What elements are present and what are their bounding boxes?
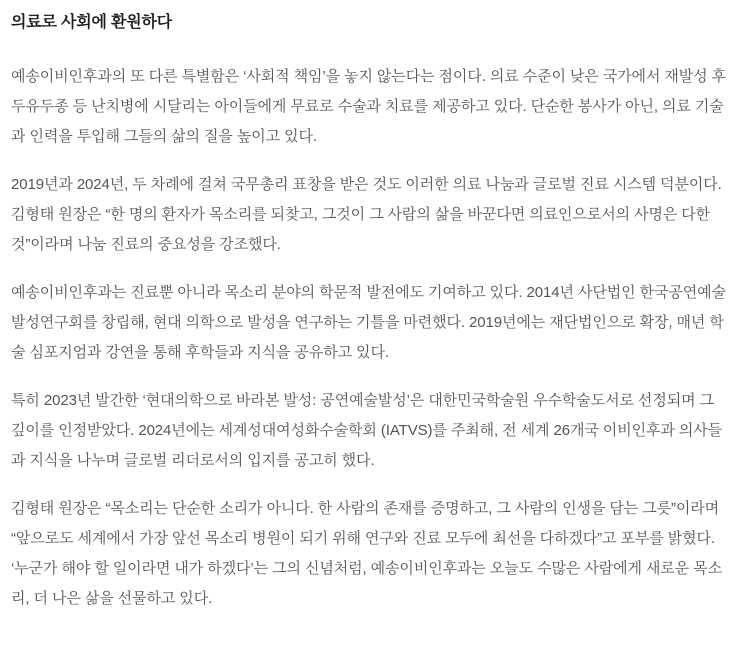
article-paragraph-5: 김형태 원장은 “목소리는 단순한 소리가 아니다. 한 사람의 존재를 증명하고, 그 사람의 인생을 담는 그릇”이라며 “앞으로도 세계에서 가장 앞선 목소리 병원이 되기 위해 연구와 진료 모두에 최선을 다하겠다”고 포부를 밝혔다. ‘누군가 해야 할 일이라면 내가 하겠다’는 그의 신념처럼, 예송이비인후과는 오늘도 수많은 사람에게 새로운 목소리, 더 나은 삶을 선물하고 있다. [11, 500, 722, 607]
article-paragraph-4: 특히 2023년 발간한 ‘현대의학으로 바라본 발성: 공연예술발성’은 대한민국학술원 우수학술도서로 선정되며 그 깊이를 인정받았다. 2024년에는 세계성대여성화수술학회 (IATVS)를 주최해, 전 세계 26개국 이비인후과 의사들과 지식을 나누며 글로벌 리더로서의 입지를 공고히 했다. [11, 392, 722, 469]
article-paragraph-3: 예송이비인후과는 진료뿐 아니라 목소리 분야의 학문적 발전에도 기여하고 있다. 2014년 사단법인 한국공연예술발성연구회를 창립해, 현대 의학으로 발성을 연구하는 기틀을 마련했다. 2019년에는 재단법인으로 확장, 매년 학술 심포지엄과 강연을 통해 후학들과 지식을 공유하고 있다. [11, 284, 726, 361]
article-section-heading: 의료로 사회에 환원하다 [11, 14, 173, 31]
article-paragraph-2: 2019년과 2024년, 두 차례에 걸쳐 국무총리 표창을 받은 것도 이러한 의료 나눔과 글로벌 진료 시스템 덕분이다. 김형태 원장은 “한 명의 환자가 목소리를 되찾고, 그것이 그 사람의 삶을 바꾼다면 의료인으로서의 사명은 다한 것”이라며 나눔 진료의 중요성을 강조했다. [11, 176, 722, 253]
article-paragraph-1: 예송이비인후과의 또 다른 특별함은 ‘사회적 책임’을 놓지 않는다는 점이다. 의료 수준이 낮은 국가에서 재발성 후두유두종 등 난치병에 시달리는 아이들에게 무료로 수술과 치료를 제공하고 있다. 단순한 봉사가 아닌, 의료 기술과 인력을 투입해 그들의 삶의 질을 높이고 있다. [11, 68, 727, 145]
